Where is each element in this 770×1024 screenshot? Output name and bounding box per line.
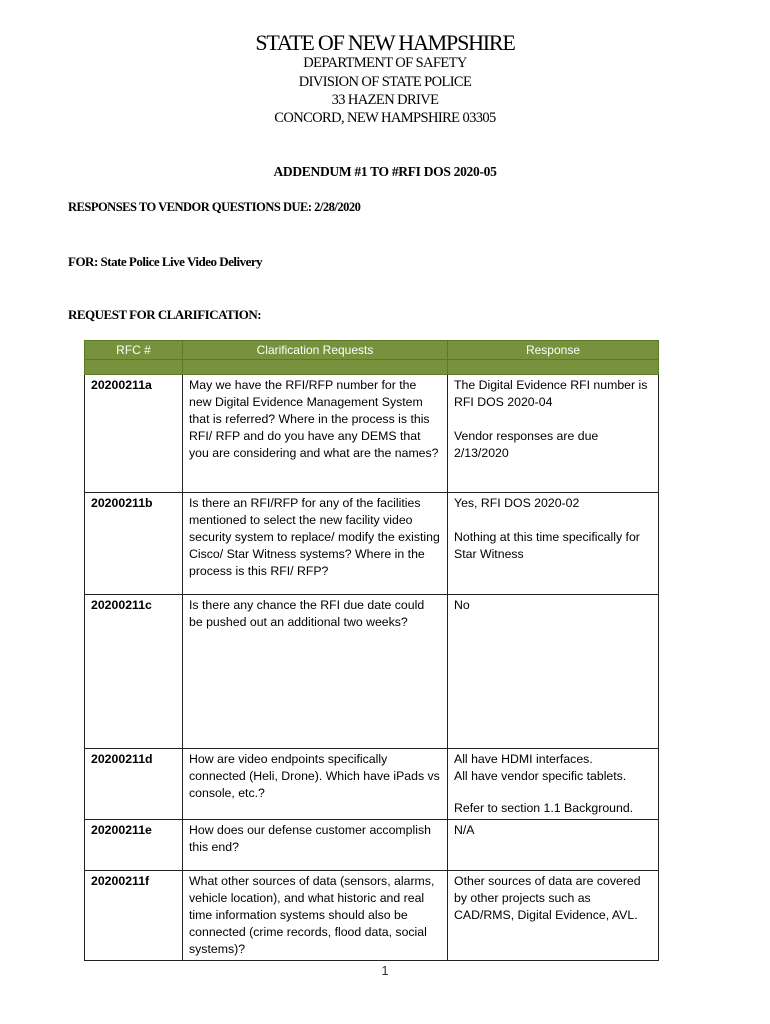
response-gap [454, 411, 652, 428]
spacer-cell [85, 360, 183, 375]
response-line: Nothing at this time specifically for Star Witness [454, 530, 640, 561]
table-row [85, 493, 659, 595]
response-line: The Digital Evidence RFI number is RFI DOS 2020-04 [454, 378, 648, 409]
for-line: FOR: State Police Live Video Delivery [68, 254, 263, 269]
response-line: All have vendor specific tablets. [454, 769, 627, 783]
header-spacer-row [85, 360, 659, 375]
table-row [85, 375, 659, 493]
page-number: 1 [381, 963, 389, 978]
request-cell: What other sources of data (sensors, alarms, vehicle location), and what historic and real time information systems should also be connected (crime records, flood data, social systems)? [183, 871, 448, 961]
city-line: CONCORD, NEW HAMPSHIRE 03305 [274, 110, 496, 126]
addendum-heading: ADDENDUM #1 TO #RFI DOS 2020-05 [273, 164, 497, 179]
header-rfc-number: RFC # [85, 341, 183, 360]
request-cell: How does our defense customer accomplish this end? [183, 820, 448, 871]
request-cell: Is there any chance the RFI due date could be pushed out an additional two weeks? [183, 595, 448, 749]
rfc-id-cell: 20200211a [85, 375, 183, 493]
address-line: 33 HAZEN DRIVE [331, 92, 439, 108]
doc-title: STATE OF NEW HAMPSHIRE [255, 30, 515, 55]
response-cell [448, 595, 659, 749]
response-cell [448, 493, 659, 595]
rfc-heading: REQUEST FOR CLARIFICATION: [68, 307, 262, 322]
response-line: Refer to section 1.1 Background. [454, 801, 634, 815]
response-cell [448, 375, 659, 493]
division-line: DIVISION OF STATE POLICE [298, 74, 472, 90]
table-row [85, 820, 659, 871]
response-gap [454, 512, 652, 529]
response-cell [448, 871, 659, 961]
request-cell: Is there an RFI/RFP for any of the facilities mentioned to select the new facility video security system to replace/ modify the existing Cisco/ Star Witness systems? Where in the process is this RFI/ RFP? [183, 493, 448, 595]
clarification-table [84, 340, 659, 961]
rfc-id-cell: 20200211c [85, 595, 183, 749]
rfc-id-cell: 20200211f [85, 871, 183, 961]
response-line: N/A [454, 823, 475, 837]
response-line: Yes, RFI DOS 2020-02 [454, 496, 580, 510]
request-cell: How are video endpoints specifically connected (Heli, Drone). Which have iPads vs console, etc.? [183, 749, 448, 820]
header-response: Response [448, 341, 659, 360]
response-line: Vendor responses are due 2/13/2020 [454, 429, 599, 460]
table-row [85, 595, 659, 749]
due-date-line: RESPONSES TO VENDOR QUESTIONS DUE: 2/28/2020 [68, 200, 361, 214]
rfc-id-cell: 20200211e [85, 820, 183, 871]
response-line: All have HDMI interfaces. [454, 752, 593, 766]
table-row [85, 871, 659, 961]
rfc-id-cell: 20200211d [85, 749, 183, 820]
response-cell [448, 749, 659, 820]
spacer-cell [183, 360, 448, 375]
table-header-row [85, 341, 659, 360]
department-line: DEPARTMENT OF SAFETY [303, 55, 467, 71]
table-row [85, 749, 659, 820]
rfc-id-cell: 20200211b [85, 493, 183, 595]
response-gap [454, 785, 652, 800]
response-cell [448, 820, 659, 871]
response-line: Other sources of data are covered by other projects such as CAD/RMS, Digital Evidence, AVL. [454, 874, 641, 922]
response-line: No [454, 598, 470, 612]
request-cell: May we have the RFI/RFP number for the new Digital Evidence Management System that is referred? Where in the process is this RFI/ RFP and do you have any DEMS that you are considering and what are the names? [183, 375, 448, 493]
header-clarification-requests: Clarification Requests [183, 341, 448, 360]
spacer-cell [448, 360, 659, 375]
